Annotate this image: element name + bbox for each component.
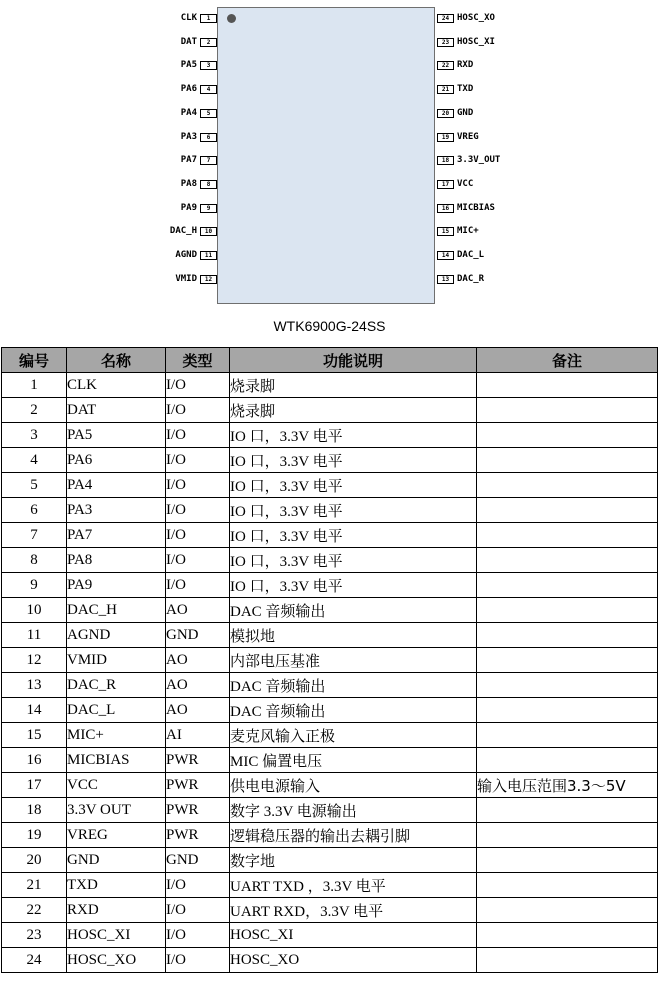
pin-function-cell: MIC 偏置电压	[230, 748, 477, 773]
right-pin-number: 21	[437, 85, 454, 94]
pin-type-cell: I/O	[166, 898, 230, 923]
pin-number-cell: 14	[2, 698, 67, 723]
pin-name-cell: HOSC_XO	[67, 948, 166, 973]
right-pin-number: 23	[437, 38, 454, 47]
pin-note-cell	[477, 648, 658, 673]
chip-title: WTK6900G-24SS	[273, 318, 386, 334]
table-row	[2, 848, 658, 873]
pin-function-cell: IO 口，3.3V 电平	[230, 523, 477, 548]
pin-type-cell: I/O	[166, 498, 230, 523]
right-pin-label: DAC_R	[457, 274, 485, 284]
pin-type-cell: PWR	[166, 748, 230, 773]
pin-number-cell: 11	[2, 623, 67, 648]
table-row	[2, 798, 658, 823]
pin-name-cell: TXD	[67, 873, 166, 898]
pin-name-cell: VMID	[67, 648, 166, 673]
pin-note-cell: 输入电压范围3.3～5V	[477, 773, 658, 798]
left-pin-label: PA7	[180, 155, 197, 165]
pin-type-cell: I/O	[166, 373, 230, 398]
pin-type-cell: GND	[166, 848, 230, 873]
table-row	[2, 373, 658, 398]
pin-function-cell: IO 口，3.3V 电平	[230, 448, 477, 473]
pin-name-cell: DAT	[67, 398, 166, 423]
table-row	[2, 898, 658, 923]
pin-note-cell	[477, 848, 658, 873]
right-pin-number: 18	[437, 156, 454, 165]
right-pin-label: MIC+	[457, 226, 479, 236]
left-pin-number: 1	[200, 14, 217, 23]
table-row	[2, 873, 658, 898]
right-pin-number: 19	[437, 133, 454, 142]
pin-type-cell: AI	[166, 723, 230, 748]
pin-type-cell: I/O	[166, 448, 230, 473]
pin-function-cell: IO 口，3.3V 电平	[230, 573, 477, 598]
pin-note-cell	[477, 673, 658, 698]
table-body	[2, 373, 658, 973]
pin-note-cell	[477, 623, 658, 648]
table-row	[2, 823, 658, 848]
pin-type-cell: I/O	[166, 523, 230, 548]
pin-number-cell: 17	[2, 773, 67, 798]
pin-number-cell: 15	[2, 723, 67, 748]
pin-note-cell	[477, 798, 658, 823]
right-pin-label: HOSC_XI	[457, 37, 495, 47]
pin-type-cell: I/O	[166, 923, 230, 948]
pin-name-cell: PA9	[67, 573, 166, 598]
left-pin-number: 7	[200, 156, 217, 165]
pin-number-cell: 3	[2, 423, 67, 448]
table-row	[2, 923, 658, 948]
pin-number-cell: 21	[2, 873, 67, 898]
left-pin-number: 10	[200, 227, 217, 236]
pin-name-cell: GND	[67, 848, 166, 873]
pin-function-cell: 麦克风输入正极	[230, 723, 477, 748]
left-pin-label: PA9	[180, 203, 197, 213]
table-row	[2, 523, 658, 548]
pin-number-cell: 2	[2, 398, 67, 423]
right-pin-label: DAC_L	[457, 250, 485, 260]
pin-note-cell	[477, 573, 658, 598]
pin-function-cell: IO 口，3.3V 电平	[230, 423, 477, 448]
pin-note-cell	[477, 473, 658, 498]
table-row	[2, 548, 658, 573]
table-row	[2, 423, 658, 448]
table-row	[2, 448, 658, 473]
right-pin-label: GND	[457, 108, 474, 118]
pin-name-cell: PA4	[67, 473, 166, 498]
left-pin-label: PA8	[180, 179, 197, 189]
pin-type-cell: I/O	[166, 548, 230, 573]
pin-name-cell: MIC+	[67, 723, 166, 748]
right-pin-number: 24	[437, 14, 454, 23]
pin-note-cell	[477, 598, 658, 623]
pin-number-cell: 23	[2, 923, 67, 948]
pin-number-cell: 7	[2, 523, 67, 548]
left-pin-number: 11	[200, 251, 217, 260]
pin-note-cell	[477, 448, 658, 473]
left-pin-label: VMID	[175, 274, 197, 284]
pin-note-cell	[477, 398, 658, 423]
left-pin-number: 6	[200, 133, 217, 142]
pin-number-cell: 12	[2, 648, 67, 673]
pin-note-cell	[477, 723, 658, 748]
pin-function-cell: DAC 音频输出	[230, 698, 477, 723]
table-row	[2, 498, 658, 523]
pin-name-cell: PA6	[67, 448, 166, 473]
pin-number-cell: 16	[2, 748, 67, 773]
pin1-marker-icon	[227, 14, 236, 23]
pin-type-cell: I/O	[166, 423, 230, 448]
pin-number-cell: 20	[2, 848, 67, 873]
pin-note-cell	[477, 498, 658, 523]
pin-function-cell: HOSC_XI	[230, 923, 477, 948]
header-name: 名称	[67, 348, 166, 373]
pin-name-cell: PA8	[67, 548, 166, 573]
left-pin-number: 12	[200, 275, 217, 284]
pin-type-cell: I/O	[166, 873, 230, 898]
pin-note-cell	[477, 923, 658, 948]
right-pin-number: 22	[437, 61, 454, 70]
pin-function-cell: UART RXD，3.3V 电平	[230, 898, 477, 923]
pin-note-cell	[477, 948, 658, 973]
left-pin-number: 2	[200, 38, 217, 47]
pin-function-cell: 逻辑稳压器的输出去耦引脚	[230, 823, 477, 848]
pin-function-cell: UART TXD ，3.3V 电平	[230, 873, 477, 898]
pin-function-cell: 数字地	[230, 848, 477, 873]
right-pin-number: 14	[437, 251, 454, 260]
pin-name-cell: HOSC_XI	[67, 923, 166, 948]
table-row	[2, 648, 658, 673]
right-pin-label: MICBIAS	[457, 203, 495, 213]
pin-note-cell	[477, 548, 658, 573]
left-pin-number: 4	[200, 85, 217, 94]
table-row	[2, 473, 658, 498]
table-row	[2, 948, 658, 973]
pin-name-cell: VREG	[67, 823, 166, 848]
pin-type-cell: I/O	[166, 573, 230, 598]
pin-type-cell: AO	[166, 648, 230, 673]
header-function: 功能说明	[230, 348, 477, 373]
table-row	[2, 573, 658, 598]
left-pin-number: 3	[200, 61, 217, 70]
header-type: 类型	[166, 348, 230, 373]
pin-function-cell: IO 口，3.3V 电平	[230, 473, 477, 498]
pin-name-cell: PA7	[67, 523, 166, 548]
pin-note-cell	[477, 898, 658, 923]
chip-body	[217, 7, 435, 304]
pin-type-cell: AO	[166, 698, 230, 723]
left-pin-label: CLK	[180, 13, 197, 23]
table-row	[2, 748, 658, 773]
pin-type-cell: GND	[166, 623, 230, 648]
table-row	[2, 598, 658, 623]
pin-function-cell: IO 口，3.3V 电平	[230, 548, 477, 573]
pin-type-cell: I/O	[166, 473, 230, 498]
pin-function-cell: DAC 音频输出	[230, 598, 477, 623]
pin-note-cell	[477, 823, 658, 848]
pin-number-cell: 4	[2, 448, 67, 473]
pin-name-cell: PA5	[67, 423, 166, 448]
table-row	[2, 398, 658, 423]
left-pin-label: PA3	[180, 132, 197, 142]
pin-number-cell: 5	[2, 473, 67, 498]
header-note: 备注	[477, 348, 658, 373]
pin-number-cell: 9	[2, 573, 67, 598]
pin-number-cell: 8	[2, 548, 67, 573]
pin-note-cell	[477, 873, 658, 898]
right-pin-label: RXD	[457, 60, 474, 70]
header-number: 编号	[2, 348, 67, 373]
pin-name-cell: AGND	[67, 623, 166, 648]
pin-note-cell	[477, 698, 658, 723]
pin-number-cell: 19	[2, 823, 67, 848]
right-pin-number: 13	[437, 275, 454, 284]
pin-function-cell: 数字 3.3V 电源输出	[230, 798, 477, 823]
table-row	[2, 673, 658, 698]
left-pin-label: PA4	[180, 108, 197, 118]
pin-type-cell: I/O	[166, 398, 230, 423]
pin-type-cell: PWR	[166, 823, 230, 848]
pin-function-cell: 烧录脚	[230, 398, 477, 423]
left-pin-label: PA5	[180, 60, 197, 70]
pin-function-cell: DAC 音频输出	[230, 673, 477, 698]
right-pin-number: 16	[437, 204, 454, 213]
chip-pinout-diagram	[0, 0, 659, 345]
pin-note-cell	[477, 523, 658, 548]
left-pin-label: AGND	[175, 250, 197, 260]
pin-name-cell: RXD	[67, 898, 166, 923]
pin-function-cell: 内部电压基准	[230, 648, 477, 673]
pin-name-cell: PA3	[67, 498, 166, 523]
right-pin-number: 17	[437, 180, 454, 189]
pin-function-cell: IO 口，3.3V 电平	[230, 498, 477, 523]
table-row	[2, 773, 658, 798]
right-pin-label: VREG	[457, 132, 479, 142]
pin-note-cell	[477, 373, 658, 398]
pin-number-cell: 10	[2, 598, 67, 623]
right-pin-label: VCC	[457, 179, 474, 189]
right-pin-label: TXD	[457, 84, 474, 94]
left-pin-number: 8	[200, 180, 217, 189]
left-pin-number: 9	[200, 204, 217, 213]
pin-number-cell: 18	[2, 798, 67, 823]
pin-type-cell: I/O	[166, 948, 230, 973]
right-pin-label: 3.3V_OUT	[457, 155, 501, 165]
left-pin-label: PA6	[180, 84, 197, 94]
right-pin-label: HOSC_XO	[457, 13, 495, 23]
left-pin-number: 5	[200, 109, 217, 118]
pin-name-cell: MICBIAS	[67, 748, 166, 773]
pin-function-cell: 烧录脚	[230, 373, 477, 398]
pin-name-cell: 3.3V OUT	[67, 798, 166, 823]
left-pin-label: DAC_H	[169, 226, 197, 236]
table-row	[2, 623, 658, 648]
pin-number-cell: 24	[2, 948, 67, 973]
pin-note-cell	[477, 748, 658, 773]
pin-number-cell: 22	[2, 898, 67, 923]
pin-number-cell: 6	[2, 498, 67, 523]
table-row	[2, 723, 658, 748]
left-pin-label: DAT	[180, 37, 197, 47]
table-row	[2, 698, 658, 723]
pin-name-cell: VCC	[67, 773, 166, 798]
pin-type-cell: PWR	[166, 798, 230, 823]
pin-type-cell: AO	[166, 673, 230, 698]
pin-name-cell: CLK	[67, 373, 166, 398]
right-pin-number: 20	[437, 109, 454, 118]
pin-number-cell: 13	[2, 673, 67, 698]
table-header-row	[2, 348, 658, 373]
right-pin-number: 15	[437, 227, 454, 236]
pin-name-cell: DAC_R	[67, 673, 166, 698]
pin-note-cell	[477, 423, 658, 448]
pin-number-cell: 1	[2, 373, 67, 398]
pin-table	[1, 347, 658, 973]
pin-name-cell: DAC_L	[67, 698, 166, 723]
pin-function-cell: 模拟地	[230, 623, 477, 648]
pin-function-cell: HOSC_XO	[230, 948, 477, 973]
pin-function-cell: 供电电源输入	[230, 773, 477, 798]
pin-type-cell: AO	[166, 598, 230, 623]
pin-name-cell: DAC_H	[67, 598, 166, 623]
pin-type-cell: PWR	[166, 773, 230, 798]
